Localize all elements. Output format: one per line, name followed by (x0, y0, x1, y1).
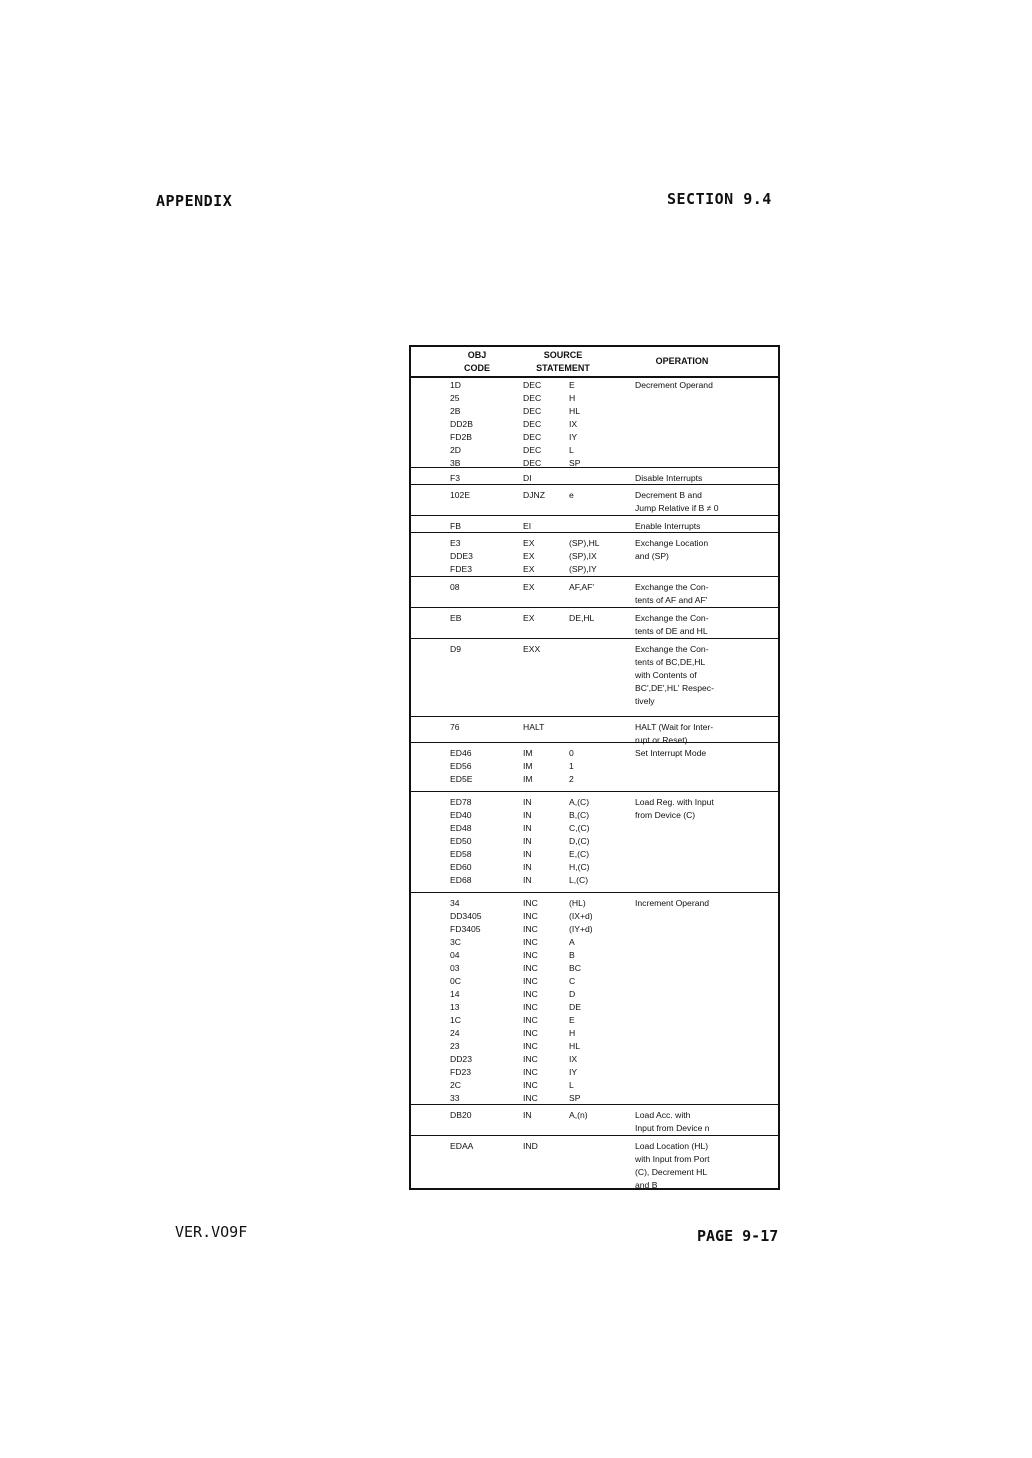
instruction-group (411, 576, 778, 608)
obj-code-cell: 34 (450, 898, 460, 908)
operand-cell: 0 (569, 748, 574, 758)
table-row (411, 502, 778, 515)
table-row (411, 962, 778, 975)
operand-cell: D (569, 989, 576, 999)
operation-cell: Jump Relative if B ≠ 0 (635, 503, 719, 513)
obj-code-cell: FDE3 (450, 564, 472, 574)
obj-code-cell: DD23 (450, 1054, 472, 1064)
table-row (411, 848, 778, 861)
operand-cell: IY (569, 432, 578, 442)
mnemonic-cell: IM (523, 774, 533, 784)
footer-version: VER.VO9F (175, 1223, 248, 1241)
table-row (411, 537, 778, 550)
obj-code-cell: DD2B (450, 419, 473, 429)
instruction-group (411, 892, 778, 1105)
mnemonic-cell: IN (523, 849, 532, 859)
mnemonic-cell: DEC (523, 458, 542, 468)
operand-cell: D,(C) (569, 836, 590, 846)
operand-cell: (SP),IY (569, 564, 597, 574)
mnemonic-cell: DJNZ (523, 490, 545, 500)
operation-header: OPERATION (655, 356, 709, 366)
mnemonic-cell: INC (523, 976, 538, 986)
operand-cell: E,(C) (569, 849, 590, 859)
table-row (411, 835, 778, 848)
mnemonic-cell: INC (523, 898, 538, 908)
table-row (411, 796, 778, 809)
operand-cell: SP (569, 1093, 581, 1103)
obj-code-cell: 1D (450, 380, 461, 390)
table-row (411, 379, 778, 392)
operation-cell: tively (635, 696, 655, 706)
mnemonic-cell: EXX (523, 644, 541, 654)
obj-code-cell: 3B (450, 458, 461, 468)
operation-cell: tents of BC,DE,HL (635, 657, 706, 667)
table-row (411, 861, 778, 874)
table-row (411, 874, 778, 887)
table-row (411, 643, 778, 656)
operation-cell: Load Acc. with (635, 1110, 691, 1120)
operand-cell: B,(C) (569, 810, 590, 820)
operand-cell: A,(C) (569, 797, 590, 807)
operand-cell: IX (569, 419, 578, 429)
obj-code-cell: ED46 (450, 748, 472, 758)
mnemonic-cell: IND (523, 1141, 538, 1151)
instruction-group (411, 791, 778, 893)
source-header-line2: STATEMENT (536, 363, 590, 373)
operation-cell: and (SP) (635, 551, 669, 561)
operation-cell: Set Interrupt Mode (635, 748, 707, 758)
operand-cell: H (569, 393, 576, 403)
table-row (411, 822, 778, 835)
operand-cell: H,(C) (569, 862, 590, 872)
obj-code-cell: 23 (450, 1041, 460, 1051)
obj-code-cell: 2B (450, 406, 461, 416)
obj-code-cell: FD2B (450, 432, 472, 442)
obj-code-cell: ED5E (450, 774, 473, 784)
operand-cell: DE (569, 1002, 581, 1012)
instruction-group (411, 532, 778, 577)
mnemonic-cell: IN (523, 1110, 532, 1120)
mnemonic-cell: INC (523, 924, 538, 934)
obj-code-cell: 14 (450, 989, 460, 999)
table-row (411, 936, 778, 949)
obj-code-cell: 102E (450, 490, 471, 500)
operand-cell: IY (569, 1067, 578, 1077)
mnemonic-cell: HALT (523, 722, 545, 732)
operand-cell: DE,HL (569, 613, 595, 623)
obj-code-cell: D9 (450, 644, 461, 654)
obj-code-cell: ED58 (450, 849, 472, 859)
instruction-group (411, 716, 778, 743)
operand-cell: B (569, 950, 575, 960)
mnemonic-cell: INC (523, 1028, 538, 1038)
operation-cell: from Device (C) (635, 810, 696, 820)
operand-cell: (IY+d) (569, 924, 593, 934)
obj-code-cell: DB20 (450, 1110, 472, 1120)
table-row (411, 1053, 778, 1066)
obj-code-cell: 13 (450, 1002, 460, 1012)
obj-code-cell: 33 (450, 1093, 460, 1103)
table-header (411, 347, 778, 378)
mnemonic-cell: DEC (523, 445, 542, 455)
mnemonic-cell: IN (523, 797, 532, 807)
mnemonic-cell: IN (523, 875, 532, 885)
table-row (411, 1122, 778, 1135)
operand-cell: e (569, 490, 574, 500)
operand-cell: C,(C) (569, 823, 590, 833)
mnemonic-cell: INC (523, 1067, 538, 1077)
mnemonic-cell: INC (523, 1041, 538, 1051)
obj-header-line1: OBJ (467, 350, 487, 360)
mnemonic-cell: IM (523, 748, 533, 758)
mnemonic-cell: IM (523, 761, 533, 771)
instruction-table (409, 345, 780, 1190)
table-row (411, 1140, 778, 1153)
table-row (411, 1079, 778, 1092)
mnemonic-cell: INC (523, 963, 538, 973)
mnemonic-cell: DI (523, 473, 532, 483)
instruction-group (411, 1135, 778, 1189)
footer-page-number: PAGE 9-17 (697, 1227, 779, 1245)
table-row (411, 418, 778, 431)
header-left-appendix: APPENDIX (156, 192, 233, 210)
mnemonic-cell: DEC (523, 380, 542, 390)
mnemonic-cell: EX (523, 582, 535, 592)
source-statement-header (511, 349, 615, 375)
operation-cell: Decrement Operand (635, 380, 713, 390)
mnemonic-cell: DEC (523, 393, 542, 403)
mnemonic-cell: DEC (523, 432, 542, 442)
mnemonic-cell: IN (523, 836, 532, 846)
table-row (411, 949, 778, 962)
table-row (411, 988, 778, 1001)
obj-code-cell: 04 (450, 950, 460, 960)
operation-cell: Increment Operand (635, 898, 710, 908)
mnemonic-cell: INC (523, 1054, 538, 1064)
source-header-line1: SOURCE (543, 350, 583, 360)
mnemonic-cell: INC (523, 1002, 538, 1012)
obj-code-cell: F3 (450, 473, 461, 483)
table-row (411, 897, 778, 910)
operation-cell: Load Reg. with Input (635, 797, 714, 807)
table-row (411, 581, 778, 594)
obj-code-cell: 0C (450, 976, 461, 986)
table-row (411, 563, 778, 576)
obj-code-cell: FD23 (450, 1067, 472, 1077)
operand-cell: L (569, 1080, 574, 1090)
operand-cell: 2 (569, 774, 574, 784)
operation-cell: (C), Decrement HL (635, 1167, 708, 1177)
table-row (411, 594, 778, 607)
table-row (411, 405, 778, 418)
operand-cell: L,(C) (569, 875, 589, 885)
obj-code-cell: ED40 (450, 810, 472, 820)
mnemonic-cell: INC (523, 1015, 538, 1025)
mnemonic-cell: DEC (523, 406, 542, 416)
mnemonic-cell: IN (523, 810, 532, 820)
operation-cell: Exchange the Con- (635, 613, 709, 623)
operand-cell: BC (569, 963, 581, 973)
table-row (411, 747, 778, 760)
mnemonic-cell: INC (523, 950, 538, 960)
obj-code-cell: 24 (450, 1028, 460, 1038)
mnemonic-cell: EX (523, 538, 535, 548)
table-row (411, 431, 778, 444)
table-row (411, 669, 778, 682)
obj-code-cell: DD3405 (450, 911, 482, 921)
operand-cell: A (569, 937, 575, 947)
table-row (411, 1014, 778, 1027)
operand-cell: (SP),IX (569, 551, 597, 561)
operand-cell: (SP),HL (569, 538, 600, 548)
instruction-group (411, 742, 778, 792)
table-row (411, 444, 778, 457)
operand-cell: E (569, 1015, 575, 1025)
mnemonic-cell: INC (523, 989, 538, 999)
instruction-group (411, 515, 778, 533)
table-row (411, 923, 778, 936)
table-row (411, 489, 778, 502)
operation-cell: HALT (Wait for Inter- (635, 722, 714, 732)
instruction-group (411, 484, 778, 516)
table-row (411, 695, 778, 708)
operation-cell: and B (635, 1180, 658, 1190)
mnemonic-cell: INC (523, 937, 538, 947)
operation-cell: rupt or Reset) (635, 735, 688, 745)
table-row (411, 1001, 778, 1014)
operation-cell: Decrement B and (635, 490, 702, 500)
obj-code-cell: 25 (450, 393, 460, 403)
instruction-group (411, 638, 778, 717)
operation-cell: Disable Interrupts (635, 473, 703, 483)
obj-code-cell: EDAA (450, 1141, 474, 1151)
operation-cell: with Contents of (635, 670, 697, 680)
obj-code-cell: ED60 (450, 862, 472, 872)
obj-code-cell: DDE3 (450, 551, 473, 561)
obj-code-cell: 2C (450, 1080, 461, 1090)
operation-cell: Enable Interrupts (635, 521, 701, 531)
operand-cell: (HL) (569, 898, 586, 908)
table-row (411, 975, 778, 988)
mnemonic-cell: EX (523, 551, 535, 561)
operand-cell: H (569, 1028, 576, 1038)
operand-cell: L (569, 445, 574, 455)
obj-code-cell: 2D (450, 445, 461, 455)
table-row (411, 760, 778, 773)
mnemonic-cell: INC (523, 1080, 538, 1090)
obj-code-cell: ED48 (450, 823, 472, 833)
operand-cell: AF,AF' (569, 582, 595, 592)
obj-code-cell: FD3405 (450, 924, 481, 934)
obj-code-cell: EB (450, 613, 462, 623)
table-row (411, 682, 778, 695)
mnemonic-cell: EX (523, 564, 535, 574)
operand-cell: C (569, 976, 576, 986)
table-row (411, 809, 778, 822)
obj-code-cell: 76 (450, 722, 460, 732)
table-row (411, 656, 778, 669)
operand-cell: A,(n) (569, 1110, 588, 1120)
operand-cell: HL (569, 406, 580, 416)
operation-cell: with Input from Port (635, 1154, 710, 1164)
table-row (411, 1166, 778, 1179)
mnemonic-cell: EI (523, 521, 532, 531)
table-row (411, 773, 778, 786)
obj-code-cell: ED56 (450, 761, 472, 771)
operation-cell: Exchange the Con- (635, 644, 709, 654)
obj-code-cell: ED68 (450, 875, 472, 885)
operand-cell: HL (569, 1041, 580, 1051)
table-row (411, 1066, 778, 1079)
table-row (411, 550, 778, 563)
instruction-group (411, 607, 778, 639)
instruction-group (411, 379, 778, 467)
table-row (411, 721, 778, 734)
operation-cell: Input from Device n (635, 1123, 710, 1133)
operand-cell: 1 (569, 761, 574, 771)
operand-cell: IX (569, 1054, 578, 1064)
mnemonic-cell: INC (523, 1093, 538, 1103)
mnemonic-cell: IN (523, 823, 532, 833)
table-row (411, 1109, 778, 1122)
table-row (411, 625, 778, 638)
table-row (411, 1153, 778, 1166)
operation-cell: tents of DE and HL (635, 626, 708, 636)
obj-header-line2: CODE (463, 363, 490, 373)
mnemonic-cell: IN (523, 862, 532, 872)
operation-cell: Exchange the Con- (635, 582, 709, 592)
table-row (411, 612, 778, 625)
operation-cell: Load Location (HL) (635, 1141, 709, 1151)
obj-code-cell: 03 (450, 963, 460, 973)
mnemonic-cell: DEC (523, 419, 542, 429)
obj-code-cell: 1C (450, 1015, 461, 1025)
instruction-group (411, 467, 778, 485)
operand-cell: E (569, 380, 575, 390)
header-right-section: SECTION 9.4 (667, 190, 772, 208)
table-row (411, 392, 778, 405)
operation-cell: BC',DE',HL' Respec- (635, 683, 714, 693)
table-row (411, 1040, 778, 1053)
obj-code-cell: FB (450, 521, 461, 531)
obj-code-cell: 08 (450, 582, 460, 592)
mnemonic-cell: EX (523, 613, 535, 623)
obj-code-cell: E3 (450, 538, 461, 548)
operand-cell: SP (569, 458, 581, 468)
operation-cell: tents of AF and AF' (635, 595, 708, 605)
operation-cell: Exchange Location (635, 538, 709, 548)
mnemonic-cell: INC (523, 911, 538, 921)
obj-code-cell: ED50 (450, 836, 472, 846)
table-row (411, 910, 778, 923)
operand-cell: (IX+d) (569, 911, 593, 921)
obj-code-cell: ED78 (450, 797, 472, 807)
obj-code-cell: 3C (450, 937, 461, 947)
table-row (411, 1179, 778, 1192)
table-row (411, 1027, 778, 1040)
instruction-group (411, 1104, 778, 1136)
